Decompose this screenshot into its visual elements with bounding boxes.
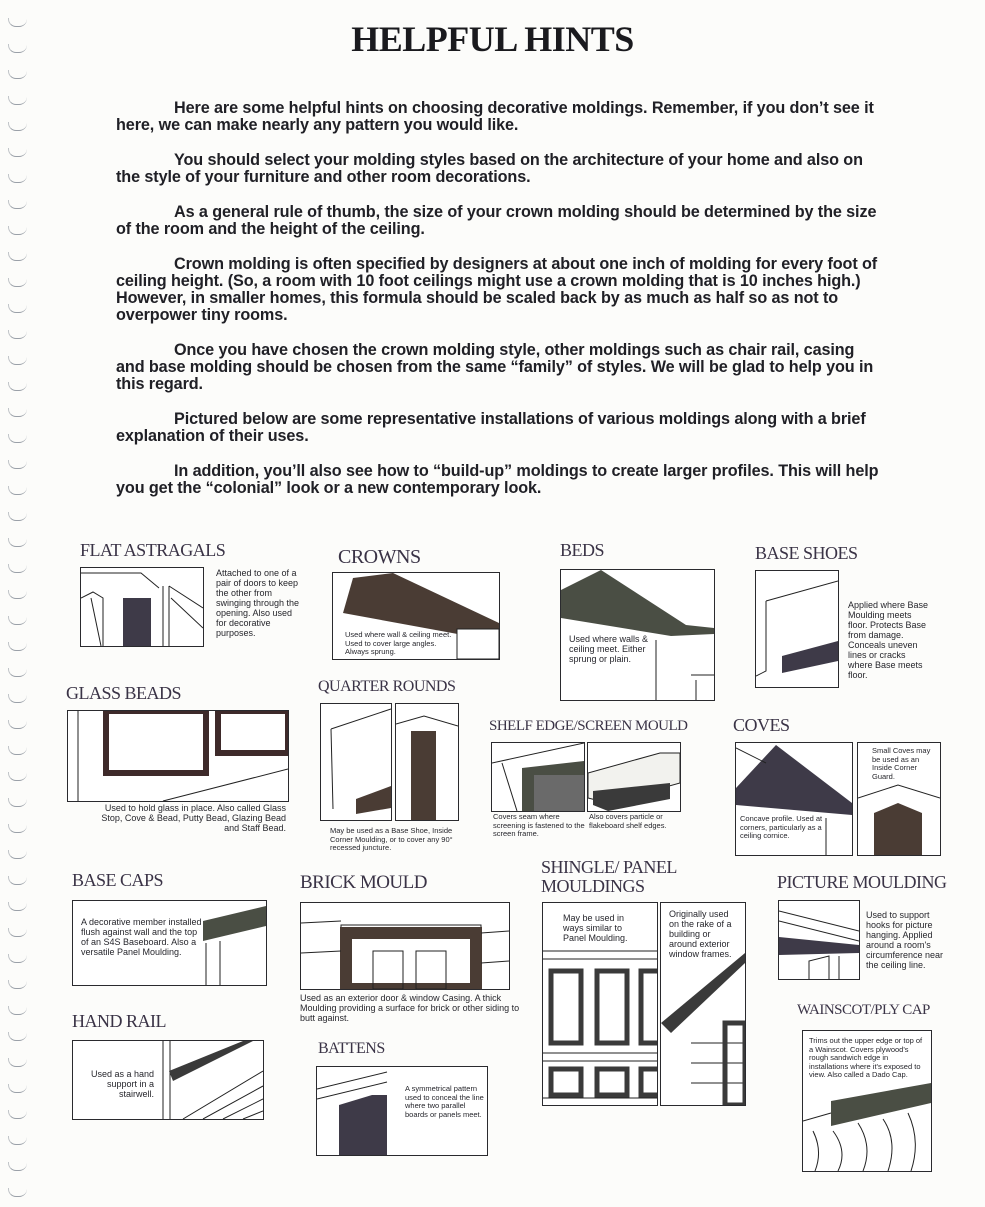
binding-ring xyxy=(8,798,27,807)
base-caps-title: BASE CAPS xyxy=(72,870,164,890)
binding-ring xyxy=(8,538,27,547)
flat-astragals-title: FLAT ASTRAGALS xyxy=(80,540,226,560)
binding-ring xyxy=(8,1136,27,1145)
glass-beads-title: GLASS BEADS xyxy=(66,683,182,703)
intro-text xyxy=(116,100,886,515)
hand-rail-caption: Used as a hand support in a stairwell. xyxy=(90,1069,154,1099)
paragraph xyxy=(116,100,886,134)
paragraph-text: Once you have chosen the crown molding style, other moldings such as chair rail, casing and base molding should be chosen from the same “family” of styles. We will be glad to help you in this regard. xyxy=(116,341,874,393)
binding-ring xyxy=(8,70,27,79)
binding-ring xyxy=(8,148,27,157)
shingle-panel-illustration-right xyxy=(660,902,746,1106)
base-shoes-illustration xyxy=(755,570,839,688)
picture-moulding-caption: Used to support hooks for picture hanging. Applied around a room's circumference near the ceiling line. xyxy=(866,910,944,970)
binding-ring xyxy=(8,226,27,235)
binding-ring xyxy=(8,1162,27,1171)
binding-ring xyxy=(8,408,27,417)
brick-mould-illustration xyxy=(300,902,510,990)
quarter-rounds-caption: May be used as a Base Shoe, Inside Corner Moulding, or to cover any 90° recessed juncture. xyxy=(330,826,453,852)
battens-title: BATTENS xyxy=(318,1040,385,1057)
coves-caption-right: Small Coves may be used as an Inside Corner Guard. xyxy=(872,746,931,781)
paragraph xyxy=(116,342,886,393)
shelf-edge-caption-left: Covers seam where screening is fastened to the screen frame. xyxy=(493,812,585,838)
binding-ring xyxy=(8,564,27,573)
paragraph xyxy=(116,411,886,445)
binding-ring xyxy=(8,746,27,755)
quarter-rounds-title: QUARTER ROUNDS xyxy=(318,678,456,695)
paragraph-text: Here are some helpful hints on choosing decorative moldings. Remember, if you don’t see it here, we can make nearly any pattern you would like. xyxy=(116,99,874,134)
crowns-caption: Used where wall & ceiling meet. Used to cover large angles. Always sprung. xyxy=(345,630,452,656)
wainscot-illustration xyxy=(802,1030,932,1172)
binding-ring xyxy=(8,980,27,989)
coves-illustration-left xyxy=(735,742,853,856)
picture-moulding-title: PICTURE MOULDING xyxy=(777,872,947,892)
base-caps-illustration xyxy=(72,900,267,986)
glass-beads-illustration xyxy=(67,710,289,802)
binding-ring xyxy=(8,720,27,729)
binding-ring xyxy=(8,642,27,651)
wainscot-caption: Trims out the upper edge or top of a Wainscot. Covers plywood's rough sandwich edge in installations where it's exposed to view. Also called a Dado Cap. xyxy=(809,1036,923,1079)
binding-ring xyxy=(8,1188,27,1197)
crowns-illustration xyxy=(332,572,500,660)
binding-ring xyxy=(8,122,27,131)
hand-rail-illustration xyxy=(72,1040,264,1120)
battens-caption: A symmetrical pattern used to conceal the line where two parallel boards or panels meet. xyxy=(405,1084,484,1119)
battens-illustration xyxy=(316,1066,488,1156)
paragraph xyxy=(116,256,886,324)
paragraph xyxy=(116,463,886,497)
shelf-edge-illustration-right xyxy=(587,742,681,812)
spiral-binding xyxy=(0,0,34,1207)
paragraph-text: As a general rule of thumb, the size of your crown molding should be determined by the size of the room and the height of the ceiling. xyxy=(116,203,877,238)
binding-ring xyxy=(8,1058,27,1067)
binding-ring xyxy=(8,772,27,781)
shelf-edge-illustration-left xyxy=(491,742,585,812)
binding-ring xyxy=(8,1110,27,1119)
binding-ring xyxy=(8,252,27,261)
base-caps-caption: A decorative member installed flush against wall and the top of an S4S Baseboard. Also a versatile Panel Moulding. xyxy=(81,917,202,957)
binding-ring xyxy=(8,486,27,495)
coves-caption-left: Concave profile. Used at corners, particularly as a ceiling cornice. xyxy=(740,814,823,840)
beds-title: BEDS xyxy=(560,540,605,560)
quarter-rounds-illustration-right xyxy=(395,703,459,821)
binding-ring xyxy=(8,330,27,339)
shelf-edge-caption-right: Also covers particle or flakeboard shelf edges. xyxy=(589,812,667,830)
binding-ring xyxy=(8,902,27,911)
paragraph-text: Pictured below are some representative installations of various moldings along with a brief explanation of their uses. xyxy=(116,410,866,445)
shingle-panel-title-line2: MOULDINGS xyxy=(541,876,645,896)
binding-ring xyxy=(8,460,27,469)
shingle-panel-title-line1: SHINGLE/ PANEL xyxy=(541,857,677,877)
crowns-title: CROWNS xyxy=(338,546,421,568)
binding-ring xyxy=(8,278,27,287)
binding-ring xyxy=(8,174,27,183)
shingle-panel-title xyxy=(541,858,677,896)
flat-astragals-caption: Attached to one of a pair of doors to keep the other from swinging through the opening. Also used for decorative purposes. xyxy=(216,568,300,638)
binding-ring xyxy=(8,434,27,443)
binding-ring xyxy=(8,668,27,677)
shelf-edge-title: SHELF EDGE/SCREEN MOULD xyxy=(489,718,688,734)
base-shoes-title: BASE SHOES xyxy=(755,543,858,563)
page-title: HELPFUL HINTS xyxy=(351,19,634,59)
binding-ring xyxy=(8,590,27,599)
binding-ring xyxy=(8,1032,27,1041)
binding-ring xyxy=(8,694,27,703)
picture-moulding-illustration xyxy=(778,900,860,980)
paragraph xyxy=(116,204,886,238)
shingle-panel-caption-left: May be used in ways similar to Panel Moulding. xyxy=(563,913,628,943)
base-shoes-caption: Applied where Base Moulding meets floor. Protects Base from damage. Conceals uneven lines or cracks where Base meets floor. xyxy=(848,600,929,680)
binding-ring xyxy=(8,96,27,105)
shingle-panel-caption-right: Originally used on the rake of a building or around exterior window frames. xyxy=(669,909,732,959)
binding-ring xyxy=(8,824,27,833)
coves-illustration-right xyxy=(857,742,941,856)
paragraph-text: In addition, you’ll also see how to “build-up” moldings to create larger profiles. This will help you get the “colonial” look or a new contemporary look. xyxy=(116,462,879,497)
binding-ring xyxy=(8,200,27,209)
paragraph xyxy=(116,152,886,186)
paragraph-text: Crown molding is often specified by designers at about one inch of molding for every foot of ceiling height. (So, a room with 10 foot ceilings might use a crown molding that is 10 inches high.) However, in smaller homes, this formula should be scaled back by as much as half so as not to overpower tiny rooms. xyxy=(116,255,878,324)
quarter-rounds-illustration-left xyxy=(320,703,392,821)
binding-ring xyxy=(8,356,27,365)
shingle-panel-illustration-left xyxy=(542,902,658,1106)
beds-illustration xyxy=(560,569,715,701)
binding-ring xyxy=(8,876,27,885)
brick-mould-caption: Used as an exterior door & window Casing. A thick Moulding providing a surface for brick or other siding to butt against. xyxy=(300,993,520,1023)
binding-ring xyxy=(8,954,27,963)
binding-ring xyxy=(8,304,27,313)
binding-ring xyxy=(8,1084,27,1093)
binding-ring xyxy=(8,616,27,625)
hand-rail-title: HAND RAIL xyxy=(72,1011,166,1031)
binding-ring xyxy=(8,928,27,937)
glass-beads-caption: Used to hold glass in place. Also called Glass Stop, Cove & Bead, Putty Bead, Glazing Bead and Staff Bead. xyxy=(101,803,286,833)
flat-astragals-illustration xyxy=(80,567,204,647)
coves-title: COVES xyxy=(733,715,790,735)
brick-mould-title: BRICK MOULD xyxy=(300,872,427,893)
beds-caption: Used where walls & ceiling meet. Either sprung or plain. xyxy=(569,634,649,664)
paragraph-text: You should select your molding styles based on the architecture of your home and also on the style of your furniture and other room decorations. xyxy=(116,151,863,186)
binding-ring xyxy=(8,1006,27,1015)
wainscot-title: WAINSCOT/PLY CAP xyxy=(797,1002,930,1018)
binding-ring xyxy=(8,850,27,859)
binding-ring xyxy=(8,382,27,391)
binding-ring xyxy=(8,512,27,521)
